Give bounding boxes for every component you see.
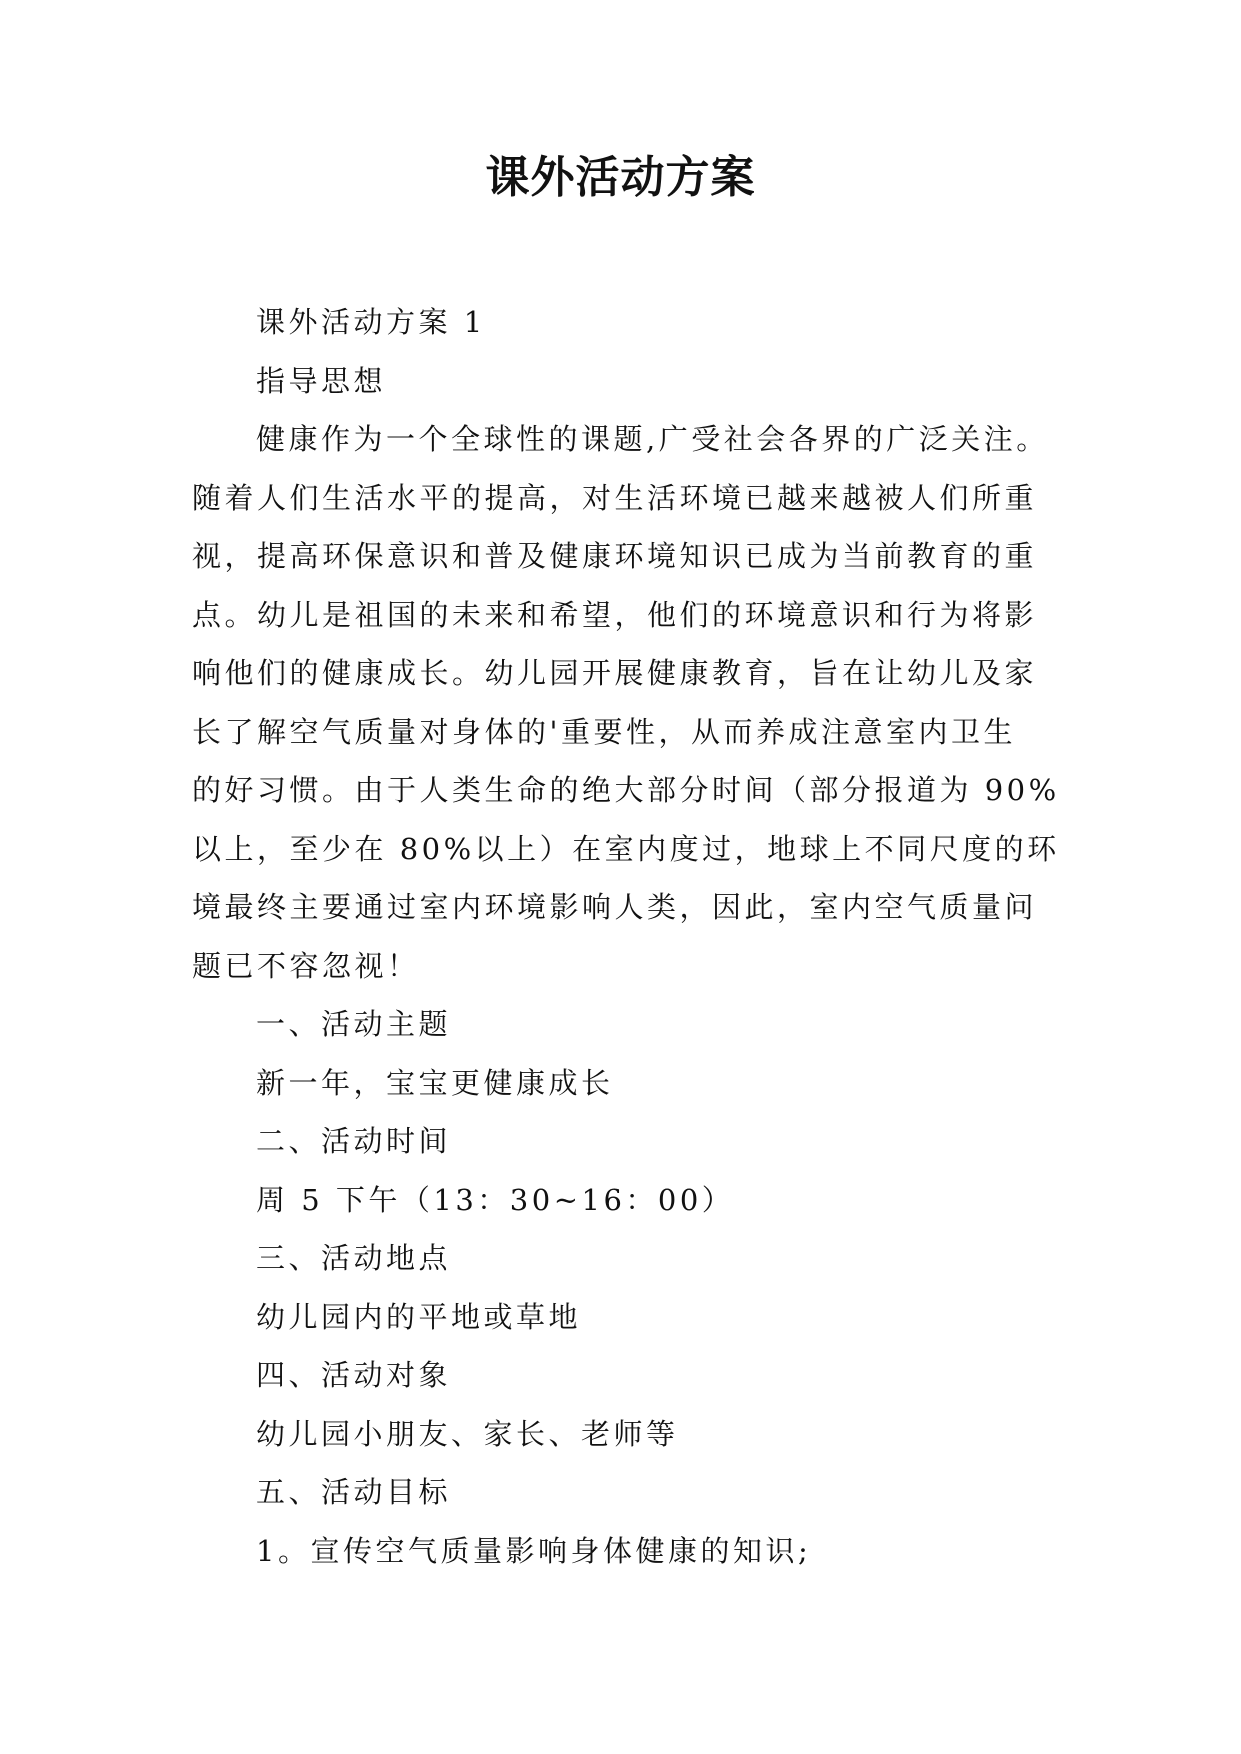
document-body <box>192 293 1060 1580</box>
paragraph-line: 点。幼儿是祖国的未来和希望，他们的环境意识和行为将影 <box>192 597 1038 632</box>
activity-location-text: 幼儿园内的平地或草地 <box>256 1299 582 1334</box>
paragraph-line: 随着人们生活水平的提高，对生活环境已越来越被人们所重 <box>192 480 1038 515</box>
section-heading-activity-theme: 一、活动主题 <box>256 1007 452 1041</box>
section-heading-guiding-ideology: 指导思想 <box>256 363 387 398</box>
activity-goal-item: 1。宣传空气质量影响身体健康的知识; <box>256 1533 812 1568</box>
activity-theme-text: 新一年，宝宝更健康成长 <box>256 1065 614 1100</box>
paragraph-line: 题已不容忽视！ <box>192 948 420 983</box>
paragraph-line: 的好习惯。由于人类生命的绝大部分时间（部分报道为 90% <box>192 773 1060 807</box>
paragraph-line: 以上，至少在 80%以上）在室内度过，地球上不同尺度的环 <box>192 831 1060 866</box>
section-heading-activity-audience: 四、活动对象 <box>256 1358 452 1392</box>
section-heading-activity-time: 二、活动时间 <box>256 1124 452 1158</box>
section-heading-activity-location: 三、活动地点 <box>256 1241 452 1275</box>
paragraph-line: 响他们的健康成长。幼儿园开展健康教育，旨在让幼儿及家 <box>192 656 1038 690</box>
section-heading-activity-goals: 五、活动目标 <box>256 1475 452 1509</box>
activity-time-text: 周 5 下午（13：30~16：00） <box>256 1182 735 1217</box>
paragraph-line: 境最终主要通过室内环境影响人类，因此，室内空气质量问 <box>192 890 1038 924</box>
paragraph-line: 长了解空气质量对身体的'重要性，从而养成注意室内卫生 <box>192 714 1016 749</box>
section-heading-plan-1: 课外活动方案 1 <box>256 305 486 339</box>
activity-audience-text: 幼儿园小朋友、家长、老师等 <box>256 1416 679 1451</box>
paragraph-line: 视，提高环保意识和普及健康环境知识已成为当前教育的重 <box>192 539 1038 573</box>
paragraph-line: 健康作为一个全球性的课题,广受社会各界的广泛关注。 <box>256 422 1049 456</box>
document-title: 课外活动方案 <box>485 152 756 203</box>
